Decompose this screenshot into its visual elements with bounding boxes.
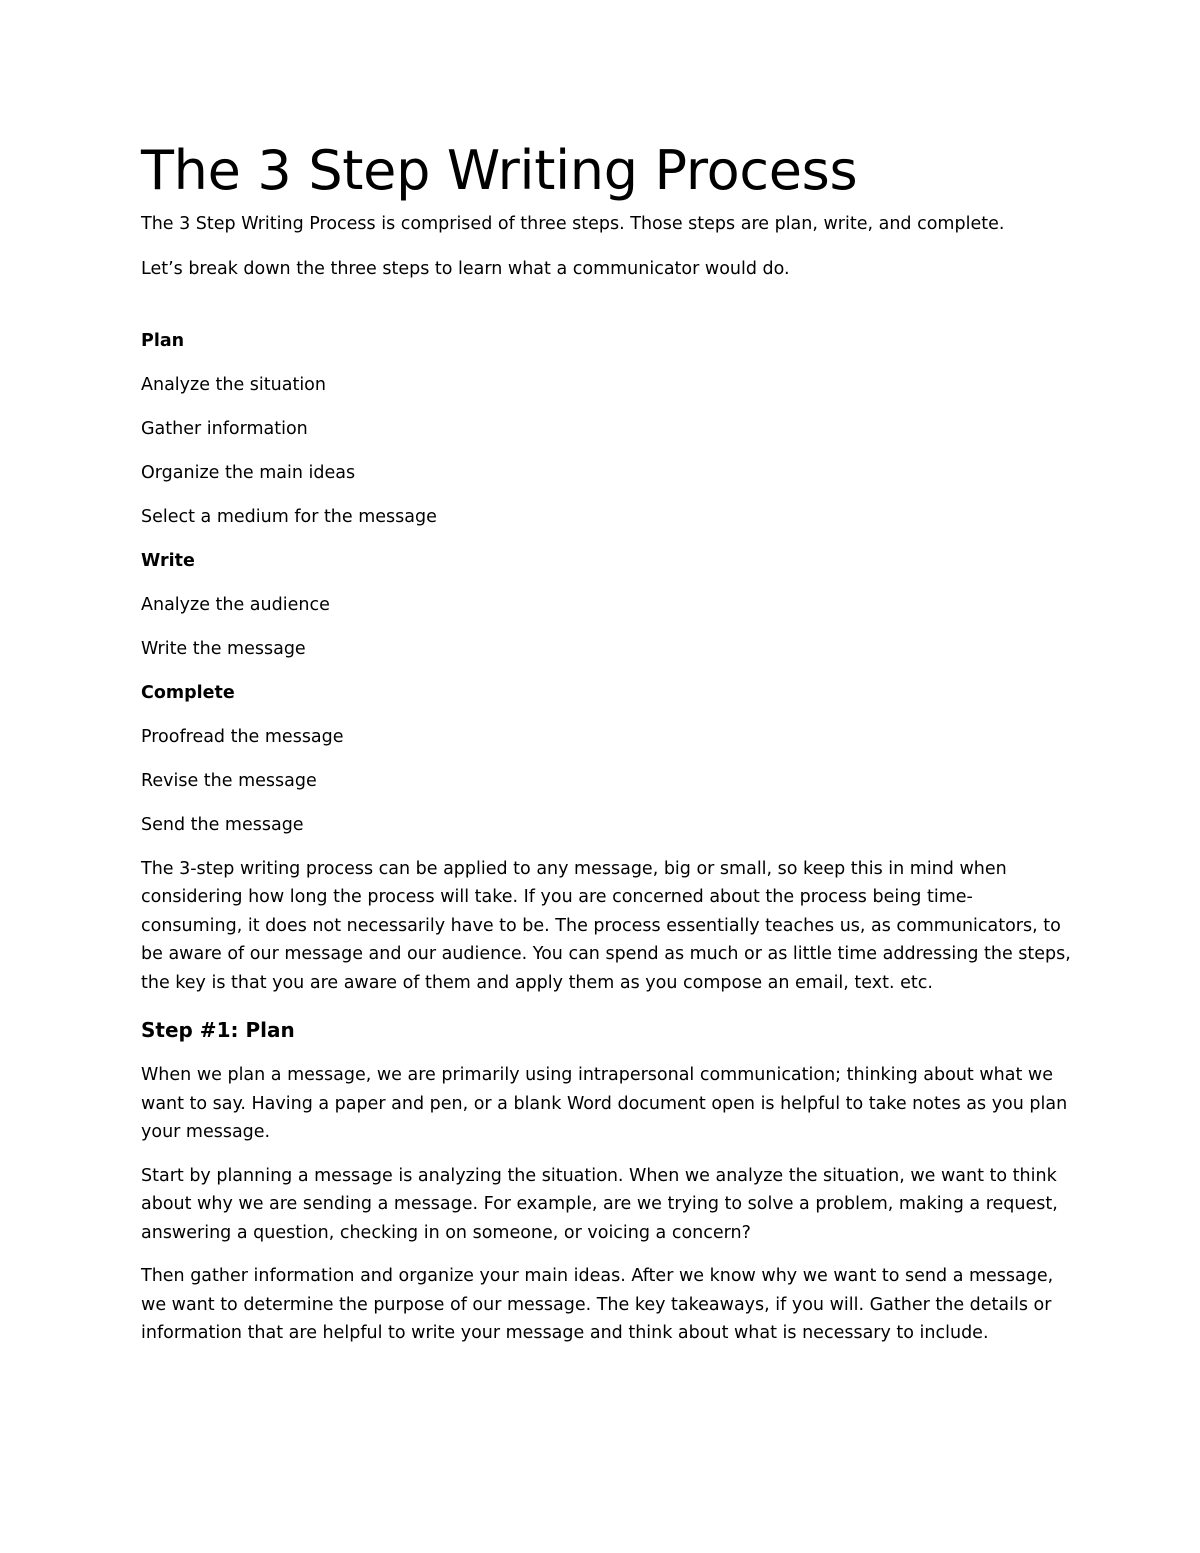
list-item: Analyze the situation (141, 375, 326, 395)
list-item: Revise the message (141, 771, 317, 791)
list-item: Send the message (141, 815, 304, 835)
list-item: Write the message (141, 639, 306, 659)
body-paragraph: Then gather information and organize your main ideas. After we know why we want to send a message, we want to determine the purpose of our message. The key takeaways, if you will. Gather the details or information that are helpful to write your message and think about what is necessary to include. (141, 1266, 1054, 1343)
body-paragraph: When we plan a message, we are primarily using intrapersonal communication; thinking about what we want to say. Having a paper and pen, or a blank Word document open is helpful to take notes as you plan your message. (141, 1065, 1068, 1142)
list-item: Select a medium for the message (141, 507, 437, 527)
step1-heading: Step #1: Plan (141, 1018, 295, 1042)
intro-paragraph: The 3 Step Writing Process is comprised of three steps. Those steps are plan, write, and complete. (141, 214, 1005, 234)
intro-paragraph: Let’s break down the three steps to learn what a communicator would do. (141, 258, 790, 279)
plan-heading: Plan (141, 331, 185, 351)
list-item: Gather information (141, 419, 308, 439)
write-heading: Write (141, 551, 195, 571)
list-item: Analyze the audience (141, 595, 330, 615)
body-paragraph: Start by planning a message is analyzing the situation. When we analyze the situation, we want to think about why we are sending a message. For example, are we trying to solve a problem, making a request, answering a question, checking in on someone, or voicing a concern? (141, 1165, 1058, 1243)
list-item: Organize the main ideas (141, 463, 356, 483)
page-title: The 3 Step Writing Process (141, 139, 858, 202)
document-page (141, 136, 1071, 1348)
complete-heading: Complete (141, 683, 235, 703)
summary-paragraph: The 3-step writing process can be applied to any message, big or small, so keep this in mind when considering how long the process will take. If you are concerned about the process being time-consuming, it does not necessarily have to be. The process essentially teaches us, as communicators, to be aware of our message and our audience. You can spend as much or as little time addressing the steps, the key is that you are aware of them and apply them as you compose an email, text. etc. (141, 858, 1071, 993)
list-item: Proofread the message (141, 727, 344, 747)
